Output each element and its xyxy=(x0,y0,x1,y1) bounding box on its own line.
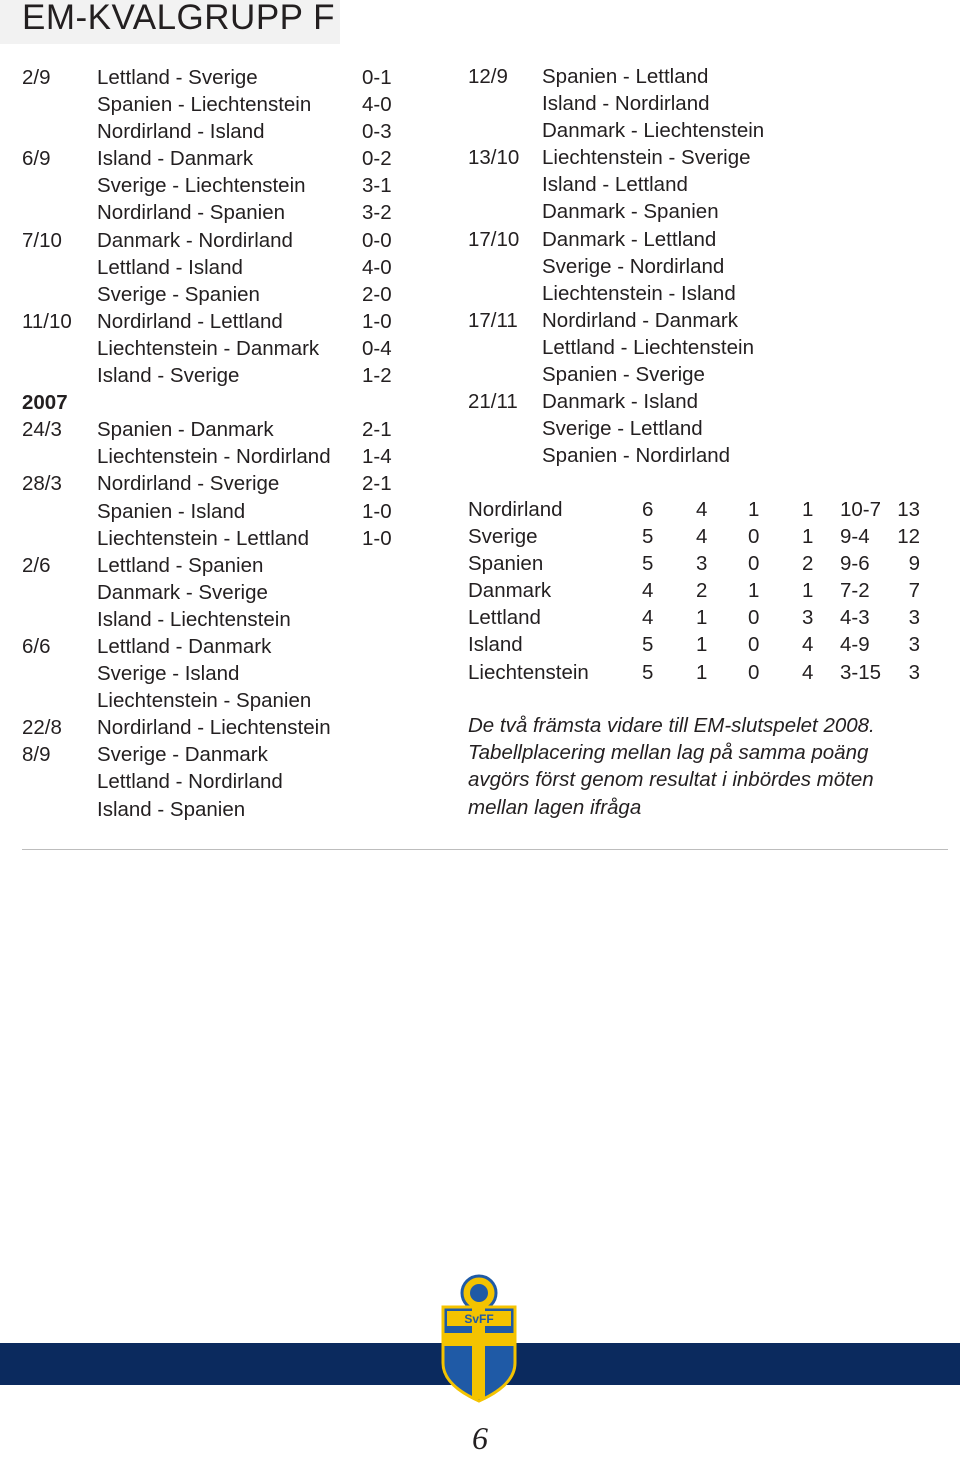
lost-count: 4 xyxy=(802,633,814,657)
fixture-row xyxy=(22,227,402,254)
standings-row xyxy=(468,550,938,577)
fixture-match: Danmark - Island xyxy=(542,390,699,414)
team-name: Sverige xyxy=(468,525,538,549)
goal-difference: 4-9 xyxy=(840,633,870,657)
fixture-match: Spanien - Lettland xyxy=(542,65,709,88)
fixture-match: Nordirland - Liechtenstein xyxy=(97,716,331,740)
fixture-date: 13/10 xyxy=(468,146,520,170)
goal-difference: 10-7 xyxy=(840,498,882,521)
page-number: 6 xyxy=(472,1420,488,1456)
fixture-result: 0-0 xyxy=(362,228,392,252)
fixture-match: Nordirland - Lettland xyxy=(97,309,283,333)
fixture-result: 1-0 xyxy=(362,499,392,523)
fixture-date: 17/11 xyxy=(468,308,518,332)
fixture-match: Lettland - Liechtenstein xyxy=(542,335,754,359)
fixture-row xyxy=(22,91,402,118)
fixture-date: 17/10 xyxy=(468,227,520,251)
played-count: 4 xyxy=(642,579,654,603)
fixture-row xyxy=(22,64,402,91)
fixture-row xyxy=(22,796,402,823)
drawn-count: 1 xyxy=(748,579,760,603)
note-line: avgörs först genom resultat i inbördes möten xyxy=(468,768,874,792)
fixture-match: Sverige - Liechtenstein xyxy=(97,174,306,198)
fixture-result: 0-1 xyxy=(362,66,392,89)
fixture-match: Nordirland - Spanien xyxy=(97,201,286,225)
points-total: 3 xyxy=(908,660,920,684)
fixture-row xyxy=(22,335,402,362)
fixture-date: 6/6 xyxy=(22,634,51,658)
fixture-row xyxy=(468,307,938,334)
fixture-match: Spanien - Island xyxy=(97,499,246,523)
points-total: 3 xyxy=(908,606,920,630)
fixture-row xyxy=(468,415,938,442)
fixture-row xyxy=(468,63,938,90)
fixture-result: 0-3 xyxy=(362,120,392,144)
points-total: 9 xyxy=(908,552,920,576)
fixture-result: 1-0 xyxy=(362,526,392,550)
fixture-row xyxy=(22,660,402,687)
fixture-match: Lettland - Nordirland xyxy=(97,770,283,794)
drawn-count: 1 xyxy=(748,498,760,521)
played-count: 5 xyxy=(642,660,654,684)
fixture-row xyxy=(22,714,402,741)
fixture-match: Island - Danmark xyxy=(97,147,254,171)
fixture-result: 3-2 xyxy=(362,201,392,225)
fixture-row xyxy=(468,280,938,307)
fixture-match: Nordirland - Sverige xyxy=(97,472,280,496)
fixture-match: Spanien - Danmark xyxy=(97,418,274,442)
fixture-row xyxy=(22,145,402,172)
drawn-count: 0 xyxy=(748,633,760,657)
crest-text: SvFF xyxy=(464,1312,494,1326)
fixture-result: 0-4 xyxy=(362,336,392,360)
fixture-match: Danmark - Lettland xyxy=(542,227,717,251)
drawn-count: 0 xyxy=(748,525,760,549)
fixture-row xyxy=(22,606,402,633)
played-count: 4 xyxy=(642,606,654,630)
fixture-result: 4-0 xyxy=(362,93,392,117)
played-count: 5 xyxy=(642,525,654,549)
fixture-match: Lettland - Danmark xyxy=(97,634,272,658)
standings-table xyxy=(468,496,938,686)
fixture-row xyxy=(22,118,402,145)
note-line: mellan lagen ifråga xyxy=(468,795,642,819)
standings-row xyxy=(468,523,938,550)
fixture-result: 1-0 xyxy=(362,309,392,333)
fixture-result: 1-2 xyxy=(362,364,392,388)
standings-row xyxy=(468,604,938,631)
fixture-match: Liechtenstein - Danmark xyxy=(97,336,320,360)
fixture-date: 8/9 xyxy=(22,743,51,767)
left-fixtures-column xyxy=(22,64,402,823)
fixture-match: Liechtenstein - Island xyxy=(542,281,736,305)
fixture-row xyxy=(22,768,402,795)
team-name: Liechtenstein xyxy=(468,660,589,684)
fixture-row xyxy=(22,172,402,199)
fixture-match: Spanien - Nordirland xyxy=(542,444,731,468)
lost-count: 1 xyxy=(802,525,814,549)
fixture-match: Danmark - Spanien xyxy=(542,200,719,224)
fixture-match: Liechtenstein - Sverige xyxy=(542,146,751,170)
lost-count: 4 xyxy=(802,660,814,684)
svff-crest-logo xyxy=(437,1273,521,1403)
qualification-note xyxy=(468,712,875,821)
won-count: 1 xyxy=(696,660,708,684)
fixture-row xyxy=(22,525,402,552)
fixture-row xyxy=(468,388,938,415)
fixture-row xyxy=(468,171,938,198)
right-fixtures-column xyxy=(468,63,938,469)
page-title: EM-KVALGRUPP F xyxy=(22,0,335,37)
won-count: 4 xyxy=(696,525,708,549)
fixture-row xyxy=(22,443,402,470)
fixture-match: Lettland - Island xyxy=(97,255,243,279)
fixture-row xyxy=(22,687,402,714)
fixture-row xyxy=(22,199,402,226)
won-count: 2 xyxy=(696,579,708,603)
team-name: Danmark xyxy=(468,579,552,603)
fixture-row xyxy=(22,498,402,525)
lost-count: 1 xyxy=(802,579,814,603)
year-row xyxy=(22,389,402,416)
fixture-result: 2-0 xyxy=(362,282,392,306)
standings-row xyxy=(468,631,938,658)
fixture-result: 4-0 xyxy=(362,255,392,279)
fixture-match: Spanien - Sverige xyxy=(542,363,705,387)
fixture-match: Island - Lettland xyxy=(542,173,688,197)
fixture-date: 21/11 xyxy=(468,390,518,414)
fixture-row xyxy=(22,633,402,660)
won-count: 1 xyxy=(696,633,708,657)
fixture-date: 7/10 xyxy=(22,228,62,252)
team-name: Island xyxy=(468,633,523,657)
fixture-match: Liechtenstein - Lettland xyxy=(97,526,309,550)
fixture-match: Island - Spanien xyxy=(97,797,246,821)
standings-row xyxy=(468,496,938,523)
note-line: Tabellplacering mellan lag på samma poäng xyxy=(468,741,869,765)
won-count: 3 xyxy=(696,552,708,576)
fixture-row xyxy=(468,144,938,171)
fixture-row xyxy=(468,442,938,469)
goal-difference: 9-4 xyxy=(840,525,870,549)
goal-difference: 9-6 xyxy=(840,552,870,576)
fixture-row xyxy=(22,254,402,281)
fixture-row xyxy=(468,334,938,361)
standings-row xyxy=(468,577,938,604)
fixture-row xyxy=(22,281,402,308)
fixture-match: Sverige - Island xyxy=(97,662,240,686)
fixture-match: Island - Sverige xyxy=(97,364,240,388)
fixture-match: Sverige - Lettland xyxy=(542,417,703,441)
fixture-match: Sverige - Nordirland xyxy=(542,254,725,278)
drawn-count: 0 xyxy=(748,660,760,684)
fixture-match: Lettland - Spanien xyxy=(97,553,264,577)
points-total: 3 xyxy=(908,633,920,657)
fixture-row xyxy=(468,226,938,253)
fixture-match: Island - Liechtenstein xyxy=(97,607,291,631)
fixture-result: 2-1 xyxy=(362,472,392,496)
fixture-match: Sverige - Danmark xyxy=(97,743,268,767)
played-count: 5 xyxy=(642,552,654,576)
fixture-match: Spanien - Liechtenstein xyxy=(97,93,312,117)
fixture-date: 2/6 xyxy=(22,553,51,577)
team-name: Spanien xyxy=(468,552,544,576)
played-count: 6 xyxy=(642,498,654,521)
fixture-row xyxy=(468,253,938,280)
drawn-count: 0 xyxy=(748,552,760,576)
note-line: De två främsta vidare till EM-slutspelet 2008. xyxy=(468,714,875,737)
fixture-row xyxy=(22,416,402,443)
fixture-row xyxy=(22,308,402,335)
lost-count: 2 xyxy=(802,552,814,576)
points-total: 13 xyxy=(897,498,920,521)
fixture-match: Liechtenstein - Spanien xyxy=(97,689,312,713)
drawn-count: 0 xyxy=(748,606,760,630)
fixture-match: Danmark - Liechtenstein xyxy=(542,119,765,143)
lost-count: 3 xyxy=(802,606,814,630)
fixture-row xyxy=(22,362,402,389)
divider-line xyxy=(22,849,948,850)
team-name: Lettland xyxy=(468,606,541,630)
fixture-row xyxy=(22,552,402,579)
won-count: 4 xyxy=(696,498,708,521)
fixture-match: Sverige - Spanien xyxy=(97,282,260,306)
fixture-match: Nordirland - Danmark xyxy=(542,308,738,332)
points-total: 12 xyxy=(897,525,920,549)
goal-difference: 4-3 xyxy=(840,606,870,630)
played-count: 5 xyxy=(642,633,654,657)
fixture-row xyxy=(22,579,402,606)
fixture-result: 0-2 xyxy=(362,147,392,171)
fixture-row xyxy=(468,117,938,144)
fixture-date: 12/9 xyxy=(468,65,508,88)
fixture-row xyxy=(468,361,938,388)
fixture-match: Danmark - Nordirland xyxy=(97,228,293,252)
fixture-date: 28/3 xyxy=(22,472,62,496)
fixture-row xyxy=(22,741,402,768)
fixture-row xyxy=(22,470,402,497)
year-label: 2007 xyxy=(22,391,68,415)
team-name: Nordirland xyxy=(468,498,563,521)
standings-row xyxy=(468,659,938,686)
fixture-result: 3-1 xyxy=(362,174,392,198)
fixture-date: 24/3 xyxy=(22,418,62,442)
goal-difference: 3-15 xyxy=(840,660,882,684)
fixture-row xyxy=(468,198,938,225)
fixture-date: 6/9 xyxy=(22,147,51,171)
points-total: 7 xyxy=(908,579,920,603)
fixture-date: 2/9 xyxy=(22,66,51,89)
goal-difference: 7-2 xyxy=(840,579,870,603)
fixture-match: Liechtenstein - Nordirland xyxy=(97,445,331,469)
fixture-match: Danmark - Sverige xyxy=(97,580,268,604)
fixture-date: 11/10 xyxy=(22,309,72,333)
won-count: 1 xyxy=(696,606,708,630)
fixture-result: 1-4 xyxy=(362,445,392,469)
fixture-result: 2-1 xyxy=(362,418,392,442)
lost-count: 1 xyxy=(802,498,814,521)
fixture-row xyxy=(468,90,938,117)
fixture-match: Lettland - Sverige xyxy=(97,66,258,89)
fixture-match: Island - Nordirland xyxy=(542,92,710,116)
fixture-match: Nordirland - Island xyxy=(97,120,265,144)
fixture-date: 22/8 xyxy=(22,716,62,740)
